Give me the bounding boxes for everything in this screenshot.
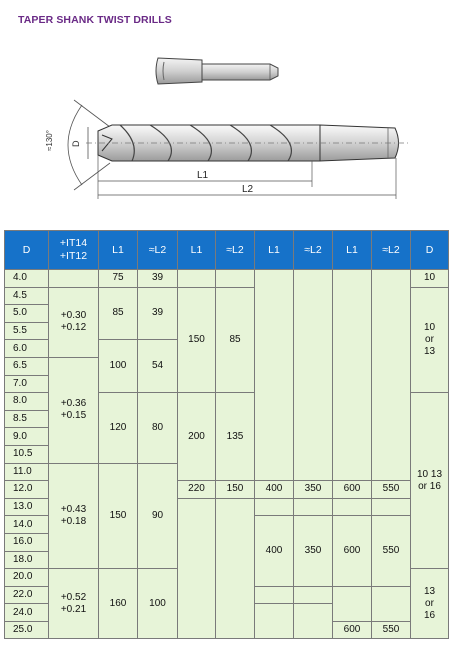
diameter-cell: 16.0 xyxy=(5,533,49,551)
tolerance-cell: +0.43 +0.18 xyxy=(49,463,99,569)
l1-cell: 150 xyxy=(178,287,216,393)
diameter-cell: 14.0 xyxy=(5,516,49,534)
l2-cell xyxy=(372,270,411,481)
diameter-cell: 20.0 xyxy=(5,569,49,587)
l1-cell: 600 xyxy=(333,481,372,499)
column-header: L1 xyxy=(255,231,294,270)
l2-cell: 350 xyxy=(294,481,333,499)
l2-cell xyxy=(372,586,411,621)
l2-cell: 550 xyxy=(372,621,411,639)
l2-cell: 90 xyxy=(138,463,178,569)
l1-cell: 400 xyxy=(255,481,294,499)
drill-dimension-drawing xyxy=(40,95,420,205)
diameter-cell: 4.5 xyxy=(5,287,49,305)
l2-cell: 350 xyxy=(294,516,333,586)
tolerance-cell: +0.36 +0.15 xyxy=(49,357,99,463)
l1-label: L1 xyxy=(197,170,209,181)
drill-spec-table xyxy=(4,230,449,639)
diameter-cell: 6.0 xyxy=(5,340,49,358)
column-header: ≈L2 xyxy=(216,231,255,270)
diameter-cell: 5.0 xyxy=(5,305,49,323)
diameter-cell: 8.0 xyxy=(5,393,49,411)
diameter-cell: 13.0 xyxy=(5,498,49,516)
l2-cell: 135 xyxy=(216,393,255,481)
l1-cell: 200 xyxy=(178,393,216,481)
diameter-cell: 11.0 xyxy=(5,463,49,481)
l1-cell xyxy=(178,270,216,288)
column-header: D xyxy=(411,231,449,270)
table-header-row xyxy=(5,231,449,270)
page-title: TAPER SHANK TWIST DRILLS xyxy=(18,14,172,26)
range-cell: 13 or 16 xyxy=(411,569,449,639)
l1-cell: 400 xyxy=(255,516,294,586)
diameter-cell: 7.0 xyxy=(5,375,49,393)
l1-cell: 85 xyxy=(99,287,138,340)
diameter-cell: 8.5 xyxy=(5,410,49,428)
l1-cell: 120 xyxy=(99,393,138,463)
tolerance-cell: +0.30 +0.12 xyxy=(49,287,99,357)
diameter-cell: 22.0 xyxy=(5,586,49,604)
range-cell: 10 13 or 16 xyxy=(411,393,449,569)
l2-cell: 100 xyxy=(138,569,178,639)
l1-cell: 150 xyxy=(99,463,138,569)
drill-side-illustration xyxy=(150,50,290,92)
l1-cell: 75 xyxy=(99,270,138,288)
l2-cell xyxy=(294,604,333,639)
l1-cell: 600 xyxy=(333,516,372,586)
l2-cell: 80 xyxy=(138,393,178,463)
l1-cell: 160 xyxy=(99,569,138,639)
l2-cell xyxy=(294,270,333,481)
column-header: +IT14 +IT12 xyxy=(49,231,99,270)
column-header: L1 xyxy=(99,231,138,270)
l2-cell xyxy=(294,586,333,604)
column-header: ≈L2 xyxy=(294,231,333,270)
diameter-cell: 10.5 xyxy=(5,445,49,463)
l2-cell: 550 xyxy=(372,516,411,586)
column-header: D xyxy=(5,231,49,270)
l2-cell: 39 xyxy=(138,287,178,340)
l2-cell: 39 xyxy=(138,270,178,288)
diameter-cell: 18.0 xyxy=(5,551,49,569)
diameter-cell: 9.0 xyxy=(5,428,49,446)
table-row xyxy=(5,270,449,288)
l1-cell xyxy=(255,270,294,481)
l1-cell xyxy=(333,586,372,621)
l2-cell xyxy=(216,498,255,639)
l1-cell xyxy=(255,498,294,516)
l2-cell: 85 xyxy=(216,287,255,393)
l1-cell xyxy=(255,604,294,639)
diameter-cell: 5.5 xyxy=(5,322,49,340)
l1-cell: 100 xyxy=(99,340,138,393)
l2-cell xyxy=(294,498,333,516)
l2-label: L2 xyxy=(242,184,254,195)
column-header: ≈L2 xyxy=(138,231,178,270)
diameter-cell: 24.0 xyxy=(5,604,49,622)
diameter-cell: 6.5 xyxy=(5,357,49,375)
column-header: L1 xyxy=(333,231,372,270)
l2-cell: 550 xyxy=(372,481,411,499)
l1-cell xyxy=(333,270,372,481)
tolerance-cell xyxy=(49,270,99,288)
range-cell: 10 xyxy=(411,270,449,288)
l2-cell xyxy=(216,270,255,288)
l2-cell xyxy=(372,498,411,516)
l2-cell: 150 xyxy=(216,481,255,499)
column-header: L1 xyxy=(178,231,216,270)
diameter-cell: 4.0 xyxy=(5,270,49,288)
l1-cell xyxy=(333,498,372,516)
d-label: D xyxy=(71,140,81,147)
l1-cell xyxy=(178,498,216,639)
diameter-cell: 25.0 xyxy=(5,621,49,639)
l1-cell xyxy=(255,586,294,604)
tolerance-cell: +0.52 +0.21 xyxy=(49,569,99,639)
angle-label: ≈130° xyxy=(45,130,54,151)
range-cell: 10 or 13 xyxy=(411,287,449,393)
column-header: ≈L2 xyxy=(372,231,411,270)
l1-cell: 600 xyxy=(333,621,372,639)
l1-cell: 220 xyxy=(178,481,216,499)
diameter-cell: 12.0 xyxy=(5,481,49,499)
l2-cell: 54 xyxy=(138,340,178,393)
